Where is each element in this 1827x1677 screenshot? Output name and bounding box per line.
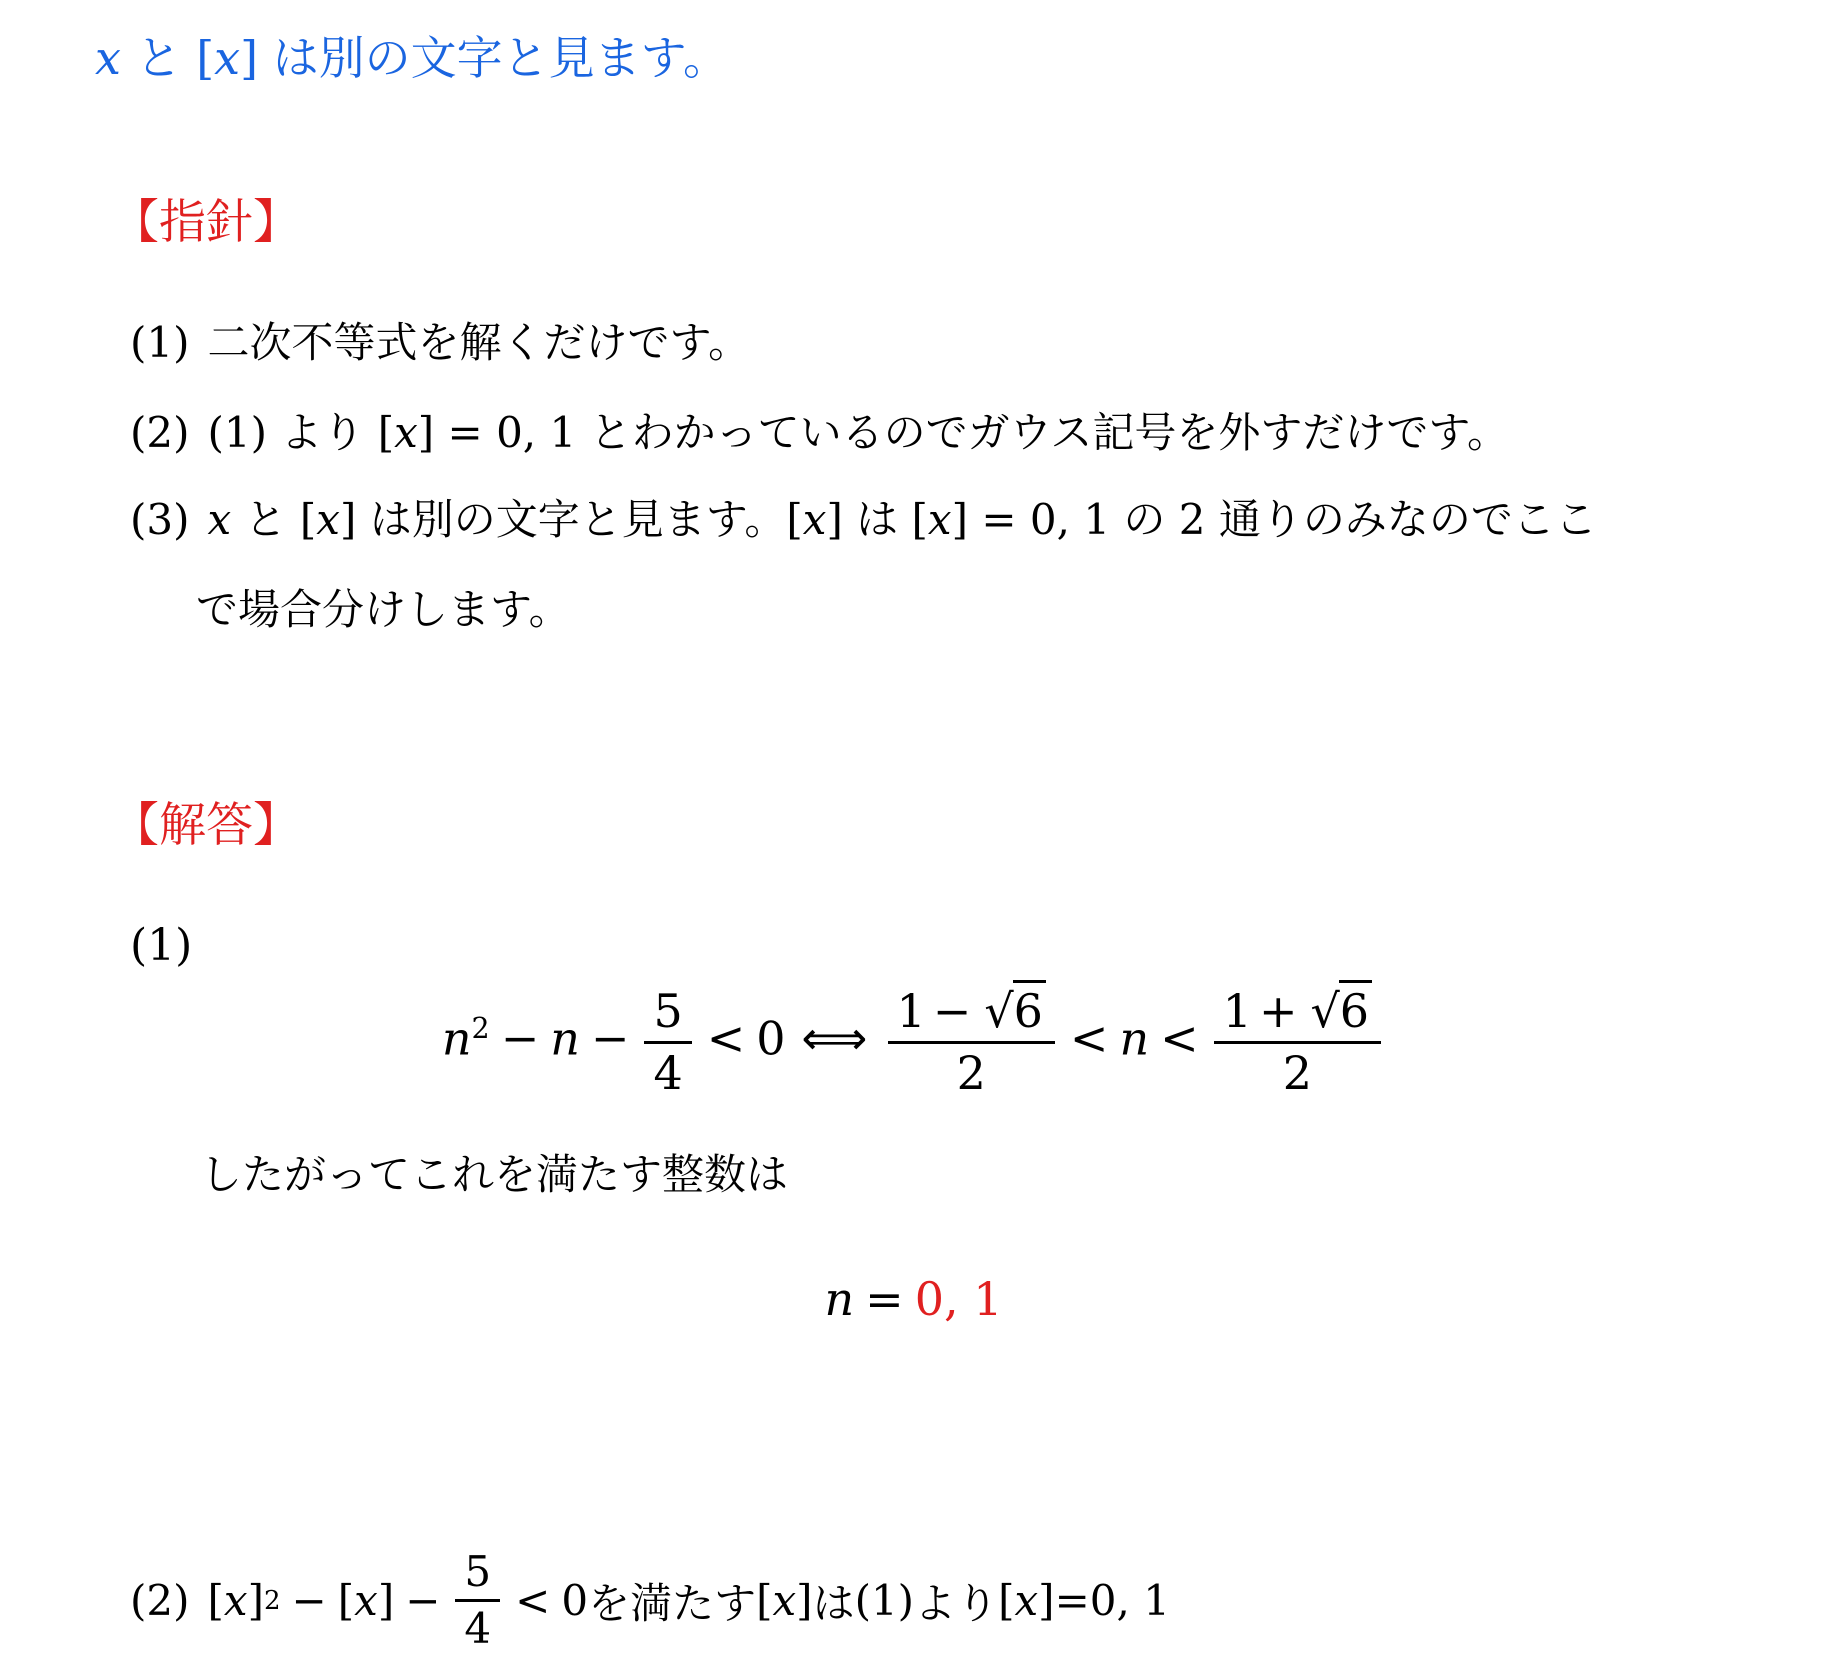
less-than-sign: < [515, 1576, 551, 1626]
radical-icon: √ [1310, 984, 1340, 1038]
yori-text: より [914, 1578, 999, 1628]
values: 0, 1 [1089, 1576, 1170, 1626]
math-var-x: x [316, 495, 340, 544]
gauss-bracket-right: ] [826, 495, 843, 544]
gauss-bracket-right: ] [417, 408, 435, 457]
gauss-bracket-right: ] [240, 31, 259, 85]
reference: (1) [854, 1576, 915, 1626]
equals-sign: = [968, 495, 1030, 544]
zero: 0 [756, 1011, 786, 1066]
guideline-heading: 【指針】 [112, 195, 300, 250]
math-var-x: x [223, 1576, 248, 1626]
math-var-x: x [802, 495, 827, 544]
gauss-bracket-left: [ [196, 31, 215, 85]
item-number: (2) [130, 1576, 190, 1626]
intro-note [95, 22, 729, 88]
equals-sign: = [1054, 1576, 1090, 1626]
gauss-bracket-left: [ [377, 408, 395, 457]
radicand: 6 [1013, 980, 1046, 1038]
inequality-equation [0, 985, 1827, 1100]
fraction-1-minus-sqrt6-over-2 [888, 985, 1055, 1100]
item-mid1: は別の文字と見ます。 [356, 495, 787, 544]
guideline-item-2 [130, 400, 1509, 460]
gauss-bracket-right: ] [339, 495, 357, 544]
math-var-n: n [1119, 1011, 1150, 1066]
fraction-5-4 [644, 985, 691, 1100]
math-var-x: x [95, 31, 121, 85]
gauss-bracket-right: ] [1038, 1576, 1055, 1626]
guideline-item-3 [130, 487, 1597, 547]
math-var-n: n [550, 1011, 580, 1066]
gauss-bracket-right: ] [377, 1576, 395, 1626]
item-post: とわかっているのでガウス記号を外すだけです。 [576, 408, 1509, 457]
item-text: 二次不等式を解くだけです。 [207, 318, 751, 367]
connector: と [231, 495, 300, 544]
less-than-sign: < [1069, 1011, 1109, 1066]
gauss-bracket-left: [ [998, 1576, 1015, 1626]
denominator: 2 [1282, 1045, 1312, 1100]
intro-rest: は別の文字と見ます。 [258, 31, 730, 85]
item-mid3: の 2 通りのみなのでここ [1110, 495, 1597, 544]
math-var-x: x [214, 31, 241, 85]
wa-text: は [812, 1578, 855, 1628]
denominator: 2 [956, 1045, 986, 1100]
result-equation [0, 1272, 1827, 1326]
satisfies-text: を満たす [588, 1578, 757, 1628]
radicand: 6 [1339, 980, 1372, 1038]
math-var-n: n [824, 1272, 855, 1326]
numerator: 5 [644, 985, 691, 1044]
square-root [1310, 984, 1372, 1038]
values: 0, 1 [1029, 495, 1111, 544]
minus-sign: − [405, 1576, 441, 1626]
item-pre: (1) より [207, 408, 378, 457]
zero: 0 [561, 1576, 589, 1626]
less-than-sign: < [1160, 1011, 1199, 1066]
gauss-bracket-left: [ [911, 495, 928, 544]
solution-part2-line: (2) [ x ] 2 − [ x ] − $\frac{5}{4}$ < 0 を満たす [ x ] は (1) より [ x ] = 0, 1 [130, 1547, 1170, 1654]
gauss-bracket-left: [ [299, 495, 317, 544]
equals-sign: = [865, 1272, 904, 1326]
iff-arrow-icon: ⟺ [801, 1011, 868, 1066]
numerator: 5 [455, 1548, 500, 1602]
denominator: 4 [464, 1604, 492, 1654]
item-number: (2) [130, 408, 190, 457]
minus-sign: − [932, 984, 972, 1038]
math-var-x: x [1014, 1576, 1039, 1626]
one: 1 [1222, 984, 1252, 1038]
radical-icon: √ [984, 984, 1014, 1038]
math-var-x: x [772, 1576, 797, 1626]
solution-part1-number: (1) [130, 920, 193, 971]
minus-sign: − [590, 1011, 630, 1066]
conclusion-text: したがってこれを満たす整数は [200, 1150, 789, 1199]
gauss-bracket-left: [ [337, 1576, 355, 1626]
fraction-5-4 [455, 1548, 500, 1654]
one: 1 [896, 984, 926, 1038]
math-var-x: x [394, 408, 418, 457]
exponent: 2 [471, 1012, 490, 1046]
guideline-item-1 [130, 310, 750, 370]
plus-sign: + [1258, 984, 1298, 1038]
gauss-bracket-left: [ [756, 1576, 773, 1626]
math-var-n: n [441, 1011, 472, 1066]
intro-connector: と [120, 31, 197, 85]
math-var-x: x [207, 495, 232, 544]
gauss-bracket-left: [ [207, 1576, 224, 1626]
denominator: 4 [653, 1045, 683, 1100]
item-number: (1) [130, 318, 190, 367]
result-values: 0, 1 [914, 1272, 1003, 1326]
values: 0, 1 [496, 408, 577, 457]
math-var-x: x [354, 1576, 378, 1626]
math-var-x: x [927, 495, 952, 544]
guideline-item-3-continued: で場合分けします。 [196, 585, 571, 634]
gauss-bracket-right: ] [247, 1576, 264, 1626]
solution-heading: 【解答】 [112, 798, 300, 853]
minus-sign: − [500, 1011, 540, 1066]
gauss-bracket-left: [ [786, 495, 803, 544]
item-mid2: は [842, 495, 912, 544]
less-than-sign: < [706, 1011, 746, 1066]
equals-sign: = [434, 408, 497, 457]
square-root [984, 984, 1046, 1038]
gauss-bracket-right: ] [796, 1576, 813, 1626]
fraction-1-plus-sqrt6-over-2 [1214, 985, 1381, 1100]
item-number: (3) [130, 495, 190, 544]
minus-sign: − [291, 1576, 327, 1626]
gauss-bracket-right: ] [951, 495, 968, 544]
